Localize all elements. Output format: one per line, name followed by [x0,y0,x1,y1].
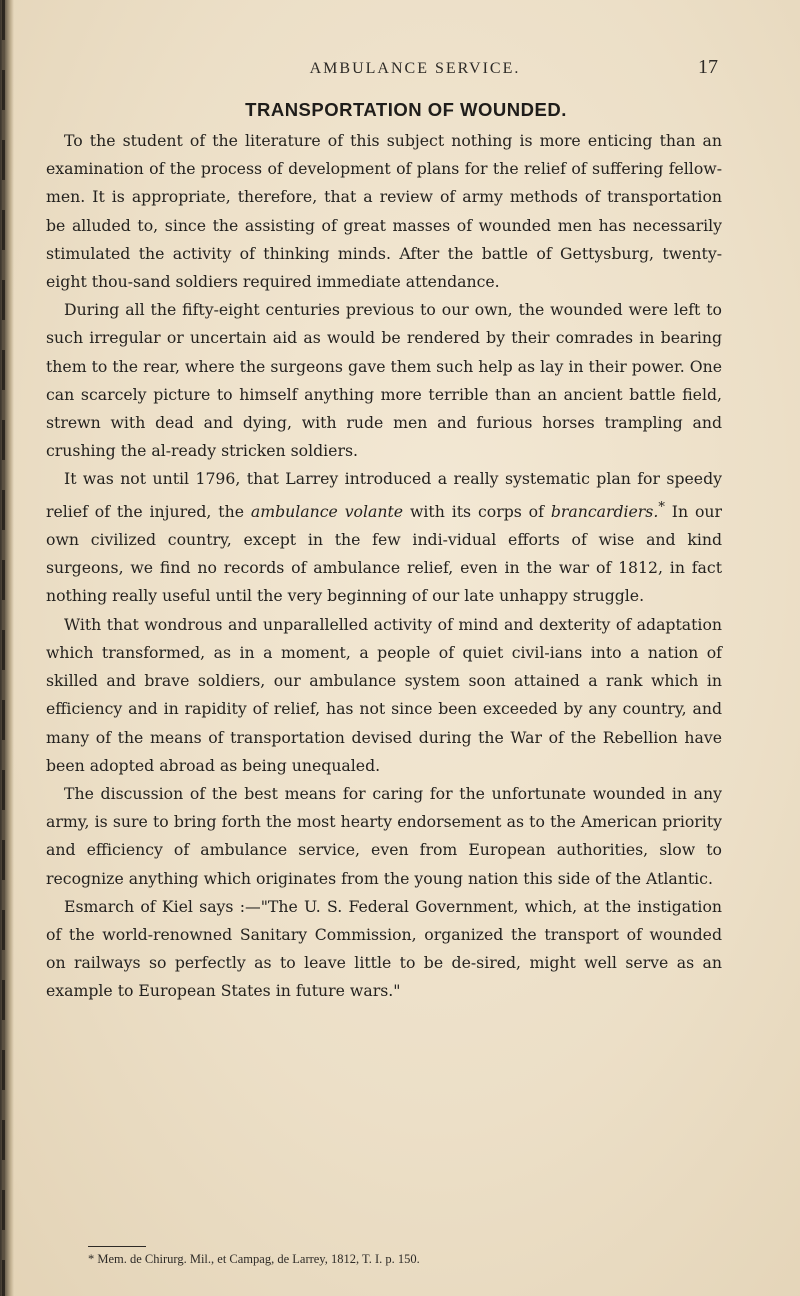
italic-brancardiers: brancardiers. [550,501,659,521]
footnote-rule [88,1246,146,1247]
running-head: AMBULANCE SERVICE. [309,60,521,77]
paragraph-5: The discussion of the best means for caring for the unfortunate wounded in any army, is sure to bring forth the most hearty endorsement as to the American priority and efficiency of ambulance service, even from European authorities, slow to recognize anything which originates from the young nation this side of the Atlantic. [46,783,722,888]
paragraph-6: Esmarch of Kiel says :—"The U. S. Federal Government, which, at the instigation of the world-renowned Sanitary Commission, organized the transport of wounded on railways so perfectly as to leave little to be de-sired, might well serve as an example to European States in future wars." [46,896,722,1001]
italic-ambulance-volante: ambulance volante [250,501,404,521]
paragraph-3-text-c: In our own civilized country, except in the few indi-vidual efforts of wise and kind surgeons, we find no records of ambulance relief, even in the war of 1812, in fact nothing really useful until the very beginning of our late unhappy struggle. [46,501,723,606]
paragraph-4: With that wondrous and unparallelled activity of mind and dexterity of adaptation which transformed, as in a moment, a people of quiet civil-ians into a nation of skilled and brave soldiers, our ambulance system soon attained a rank which in efficiency and in rapidity of relief, has not since been exceeded by any country, and many of the means of transportation devised during the War of the Rebellion have been adopted abroad as being unequaled. [46,614,722,775]
page-number: 17 [698,56,718,78]
paragraph-3-text-b: with its corps of [403,501,551,521]
paragraph-3 [46,465,722,610]
binding-stitch [2,0,5,1296]
paragraph-1: To the student of the literature of this subject nothing is more enticing than an examination of the process of development of plans for the relief of suffering fellow-men. It is appropriate, therefore, that a review of army methods of transportation be alluded to, since the assisting of great masses of wounded men has necessarily stimulated the activity of thinking minds. After the battle of Gettysburg, twenty-eight thou-sand soldiers required immediate attendance. [46,131,722,292]
paragraph-2: During all the fifty-eight centuries previous to our own, the wounded were left to such irregular or uncertain aid as would be rendered by their comrades in bearing them to the rear, where the surgeons gave them such help as lay in their power. One can scarcely picture to himself anything more terrible than an ancient battle field, strewn with dead and dying, with rude men and furious horses trampling and crushing the al-ready stricken soldiers. [46,300,722,461]
body-text [46,127,722,1006]
footnote-mark: * [658,499,665,515]
section-title: TRANSPORTATION OF WOUNDED. [245,99,567,120]
paragraph-3-text-a: It was not until 1796, that Larrey introduced a really systematic plan for speedy relief of the injured, the [46,469,722,521]
footnote: * Mem. de Chirurg. Mil., et Campag, de Larrey, 1812, T. I. p. 150. [88,1252,420,1266]
